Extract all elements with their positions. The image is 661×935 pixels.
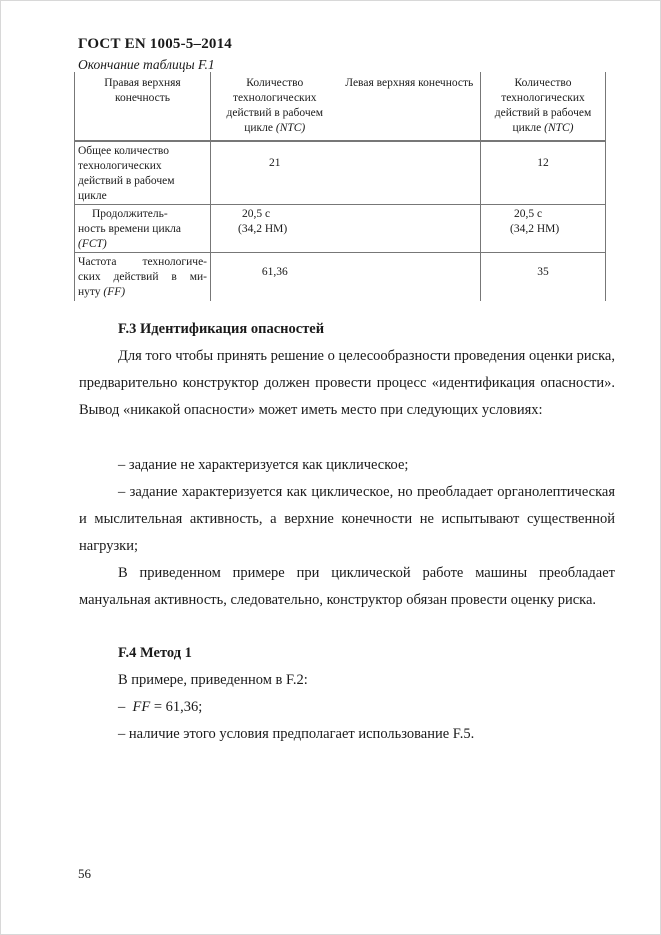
standard-title: ГОСТ EN 1005-5–2014 (78, 36, 232, 52)
section-f4-heading: F.4 Метод 1 (118, 645, 192, 661)
row-value-right: 61,36 (211, 253, 339, 301)
formula-line: – FF = 61,36; (118, 699, 203, 715)
row-empty (339, 205, 481, 253)
row-label: Частота технологиче- ских действий в ми- нуту (FF) (75, 253, 211, 301)
table-row (75, 253, 606, 301)
section-f3-paragraph-1: Для того чтобы принять решение о целесообразности проведения оценки риска, предварительно конструктор должен провести процесс «идентификация опасности». Вывод «никакой опасности» может иметь место при следующих условиях: (79, 348, 615, 418)
row-empty (339, 253, 481, 301)
header-ntc-right: Количество технологических действий в рабочем цикле (NTC) (211, 72, 339, 141)
table-row (75, 141, 606, 205)
row-value-right: 21 (211, 141, 339, 205)
row-empty (339, 141, 481, 205)
header-left-limb: Левая верхняя конечность (345, 77, 474, 89)
section-f4-intro: В примере, приведенном в F.2: (118, 672, 308, 688)
header-right-limb: Правая верхняя конечность (75, 72, 211, 141)
row-value-left: 35 (481, 253, 606, 301)
row-value-left: 20,5 с (34,2 НМ) (481, 205, 606, 253)
bullet-item: – задание не характеризуется как циклическое; (118, 457, 409, 473)
row-value-left: 12 (481, 141, 606, 205)
section-f3-heading: F.3 Идентификация опасностей (118, 321, 325, 337)
bullet-item: – наличие этого условия предполагает использование F.5. (118, 726, 475, 742)
row-label: Общее количество технологических действий в рабочем цикле (75, 141, 211, 205)
row-label: Продолжитель- ность времени цикла (FCT) (75, 205, 211, 253)
bullet-item: – задание характеризуется как циклическое, но преобладает органолептическая и мыслительная активность, а верхние конечности не испытывают существенной нагрузки; (79, 484, 615, 554)
table-row (75, 205, 606, 253)
table-caption: Окончание таблицы F.1 (78, 57, 215, 72)
table-f1 (74, 72, 606, 301)
row-value-right: 20,5 с (34,2 НМ) (211, 205, 339, 253)
section-f3-paragraph-2: В приведенном примере при циклической работе машины преобладает мануальная активность, следовательно, конструктор обязан провести оценку риска. (79, 565, 615, 608)
header-ntc-left: Количество технологических действий в рабочем цикле (NTC) (481, 72, 606, 141)
table-header-row (75, 72, 606, 141)
page-number: 56 (78, 866, 91, 881)
